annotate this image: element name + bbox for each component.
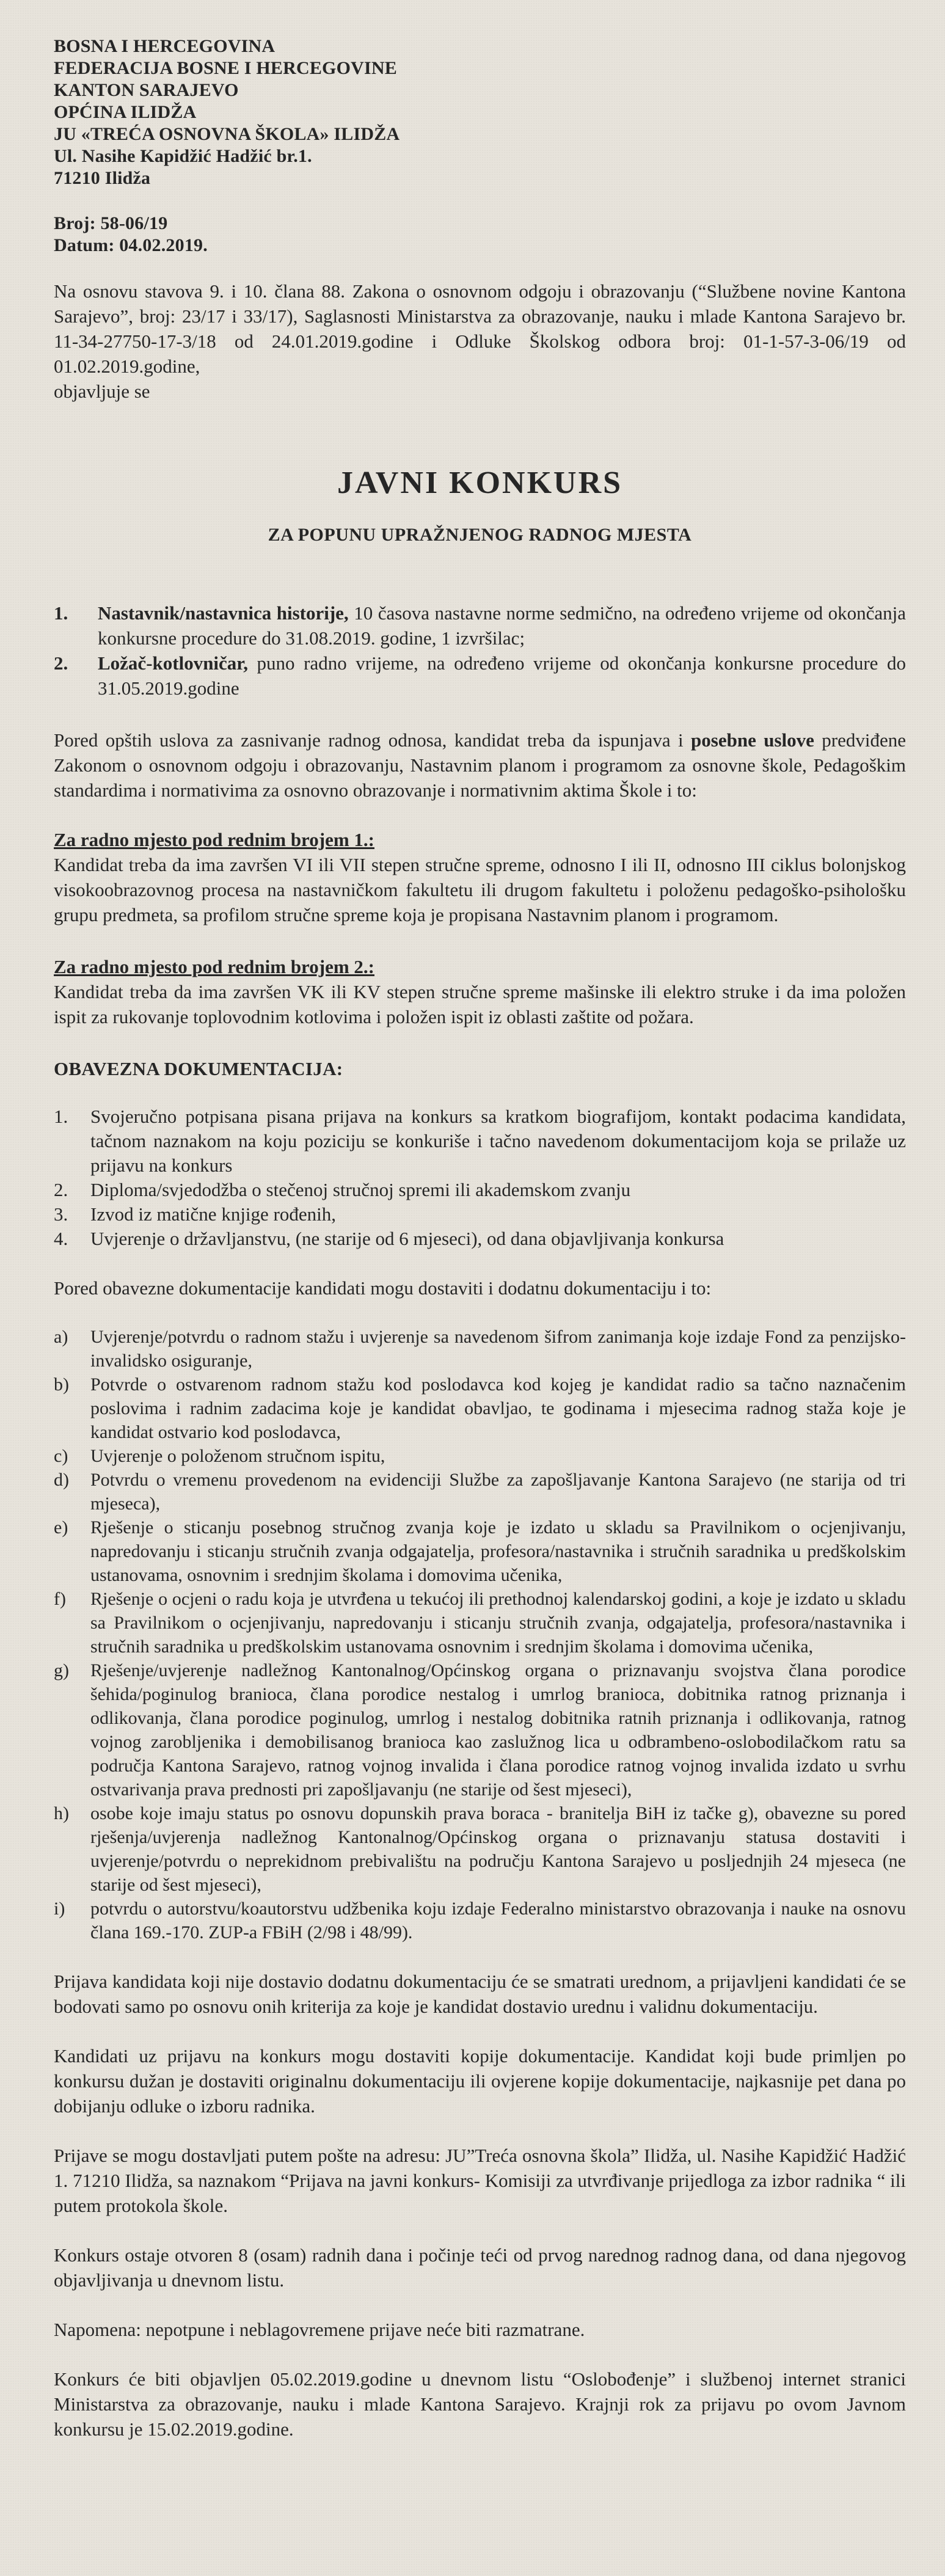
item-number: 4. <box>54 1228 68 1249</box>
item-letter: f) <box>54 1589 66 1609</box>
letterhead-line: KANTON SARAJEVO <box>54 80 239 100</box>
closing-section <box>54 1969 906 2442</box>
list-item <box>54 1227 906 1251</box>
list-item <box>54 1325 906 1373</box>
item-text: Izvod iz matične knjige rođenih, <box>90 1203 337 1225</box>
position-1-requirements <box>54 827 906 927</box>
document-date: Datum: 04.02.2019. <box>54 235 208 255</box>
list-item <box>54 1202 906 1227</box>
item-text: Uvjerenje/potvrdu o radnom stažu i uvjerenje sa navedenom šifrom zanimanja koje izdaje Fond za penzijsko-invalidsko osiguranje, <box>90 1327 906 1371</box>
item-text <box>98 600 906 651</box>
position-2-requirements <box>54 954 906 1029</box>
item-number: 2. <box>54 652 68 674</box>
intro-tail: objavljuje se <box>54 381 150 402</box>
list-item <box>54 1801 906 1897</box>
letterhead-line: Ul. Nasihe Kapidžić Hadžić br.1. <box>54 146 312 166</box>
general-conditions-a: Pored opštih uslova za zasnivanje radnog odnosa, kandidat treba da ispunjava i <box>54 729 691 751</box>
closing-paragraph: Kandidati uz prijavu na konkurs mogu dostaviti kopije dokumentacije. Kandidat koji bude primljen po konkursu dužan je dostaviti originalnu dokumentaciju ili ovjerene kopije dokumentacije, najkasnije pet dana po dobijanju odluke o izboru radnika. <box>54 2045 906 2117</box>
item-text: Diploma/svjedodžba o stečenoj stručnoj spremi ili akademskom zvanju <box>90 1179 631 1200</box>
item-number: 1. <box>54 602 68 624</box>
item-number: 2. <box>54 1179 68 1200</box>
general-conditions-b: predviđene Zakonom o osnovnom odgoju i obrazovanju, Nastavnim planom i programom za osnovne škole, Pedagoškim standardima i normativima za osnovno obrazovanje i normativnim aktima Škole i to: <box>54 729 907 801</box>
intro-paragraph: Na osnovu stavova 9. i 10. člana 88. Zakona o osnovnom odgoju i obrazovanju (“Službene novine Kantona Sarajevo”, broj: 23/17 i 33/17), Saglasnosti Ministarstva za obrazovanje, nauku i mlade Kantona Sarajevo br. 11-34-27750-17-3/18 od 24.01.2019.godine i Odluke Školskog odbora broj: 01-1-57-3-06/19 od 01.02.2019.godine, <box>54 280 906 377</box>
section-heading: Za radno mjesto pod rednim brojem 1.: <box>54 829 374 850</box>
item-letter: i) <box>54 1899 65 1919</box>
mandatory-documents-list <box>54 1104 906 1251</box>
additional-documents-list <box>54 1325 906 1944</box>
item-text: osobe koje imaju status po osnovu dopunskih prava boraca - branitelja BiH iz tačke g), obavezne su pored rješenja/uvjerenja nadležnog Kantonalnog/Općinskog organa o priznavanju statusa dostaviti i uvjerenje/potvrdu o neprekidnom prebivalištu na području Kantona Sarajevo u posljednjih 24 mjeseca (ne starije od šest mjeseci), <box>90 1803 906 1895</box>
closing-paragraph: Napomena: nepotpune i neblagovremene prijave neće biti razmatrane. <box>54 2319 585 2340</box>
item-letter: d) <box>54 1470 69 1490</box>
item-number: 1. <box>54 1106 68 1127</box>
letterhead-line: 71210 Ilidža <box>54 168 151 188</box>
list-item <box>54 1178 906 1202</box>
letterhead-line: JU «TREĆA OSNOVNA ŠKOLA» ILIDŽA <box>54 124 400 144</box>
position-name: Ložač-kotlovničar, <box>98 652 248 674</box>
item-text: Potvrde o ostvarenom radnom stažu kod poslodavca kod kojeg je kandidat radio sa tačno naznačenim poslovima i radnim zadacima koje je kandidat obavljao, te godinama i mjesecima radnog staža koje je kandidat ostvario kod poslodavca, <box>90 1374 906 1442</box>
list-item <box>54 1468 906 1516</box>
list-item <box>54 1104 906 1178</box>
list-item <box>54 1373 906 1444</box>
document-meta <box>54 213 906 257</box>
item-letter: g) <box>54 1660 69 1680</box>
item-text: potvrdu o autorstvu/koautorstvu udžbenika koju izdaje Federalno ministarstvo obrazovanja i nauke na osnovu člana 169.-170. ZUP-a FBiH (2/98 i 48/99). <box>90 1899 906 1943</box>
general-conditions-bold: posebne uslove <box>691 729 814 751</box>
list-item <box>54 651 906 701</box>
list-item <box>54 1897 906 1944</box>
item-text: Uvjerenje o državljanstvu, (ne starije od 6 mjeseci), od dana objavljivanja konkursa <box>90 1228 724 1249</box>
item-text: Potvrdu o vremenu provedenom na evidenciji Službe za zapošljavanje Kantona Sarajevo (ne starija od tri mjeseca), <box>90 1470 906 1514</box>
item-text: Rješenje/uvjerenje nadležnog Kantonalnog/Općinskog organa o priznavanju svojstva člana porodice šehida/poginulog branioca, člana porodice nestalog i umrlog branioca, dobitnika ratnog priznanja i odlikovanja, člana porodice poginulog, umrlog i nestalog dobitnika ratnih priznanja i odlikovanja, ratnog vojnog zarobljenika i demobilisanog branioca kao zaslužnog lica u odbrambeno-oslobodilačkom ratu sa područja Kantona Sarajevo, ratnog vojnog invalida i člana porodice ratnog vojnog invalida izdato u svrhu ostvarivanja prava prednosti pri zapošljavanju (ne starije od šest mjeseci), <box>90 1660 906 1800</box>
item-text: Rješenje o ocjeni o radu koja je utvrđena u tekućoj ili prethodnoj kalendarskoj godini, a koje je izdato u skladu sa Pravilnikom o ocjenjivanju, napredovanju i sticanju stručnih zvanja, odgajatelja, profesora/nastavnika i stručnih saradnika u predškolskim ustanovama osnovnim i srednjim školama i domovima učenika, <box>90 1589 906 1657</box>
letterhead-line: OPĆINA ILIDŽA <box>54 102 197 122</box>
documentation-heading: OBAVEZNA DOKUMENTACIJA: <box>54 1058 343 1079</box>
section-heading: Za radno mjesto pod rednim brojem 2.: <box>54 956 374 977</box>
closing-paragraph: Prijave se mogu dostavljati putem pošte na adresu: JU”Treća osnovna škola” Ilidža, ul. Nasihe Kapidžić Hadžić 1. 71210 Ilidža, sa naznakom “Prijava na javni konkurs- Komisiji za utvrđivanje prijedloga za izbor radnika “ ili putem protokola škole. <box>54 2145 906 2216</box>
item-text: Uvjerenje o položenom stručnom ispitu, <box>90 1446 385 1466</box>
item-text: Svojeručno potpisana pisana prijava na konkurs sa kratkom biografijom, kontakt podacima kandidata, tačnom naznakom na koju poziciju se konkuriše i tačno navedenom dokumentacijom koja se prilaže uz prijavu na konkurs <box>90 1106 906 1176</box>
document-body <box>54 35 906 2466</box>
positions-list <box>54 600 906 701</box>
list-item <box>54 1516 906 1587</box>
additional-intro: Pored obavezne dokumentacije kandidati mogu dostaviti i dodatnu dokumentaciju i to: <box>54 1277 712 1299</box>
list-item <box>54 1444 906 1468</box>
closing-paragraph: Prijava kandidata koji nije dostavio dodatnu dokumentaciju će se smatrati urednom, a prijavljeni kandidati će se bodovati samo po osnovu onih kriterija za koje je kandidat dostavio urednu i validnu dokumentaciju. <box>54 1971 906 2017</box>
item-letter: h) <box>54 1803 69 1823</box>
position-details: 10 časova nastavne norme sedmično, na određeno vrijeme od okončanja konkursne procedure do 31.08.2019. godine, 1 izvršilac; <box>98 602 906 649</box>
page-title: JAVNI KONKURS <box>337 465 623 500</box>
letterhead-line: FEDERACIJA BOSNE I HERCEGOVINE <box>54 58 397 78</box>
section-text: Kandidat treba da ima završen VK ili KV stepen stručne spreme mašinske ili elektro struke i da ima položen ispit za rukovanje toplovodnim kotlovima i položen ispit iz oblasti zaštite od požara. <box>54 981 906 1027</box>
item-text: Rješenje o sticanju posebnog stručnog zvanja koje je izdato u skladu sa Pravilnikom o ocjenjivanju, napredovanju i sticanju stručnih zvanja odgajatelja, profesora/nastavnika i stručnih saradnika u predškolskim ustanovama, osnovnim i srednjim školama i domovima učenika, <box>90 1517 906 1585</box>
general-conditions <box>54 728 906 803</box>
position-details: puno radno vrijeme, na određeno vrijeme od okončanja konkursne procedure do 31.05.2019.godine <box>98 652 906 699</box>
item-letter: e) <box>54 1517 68 1538</box>
list-item <box>54 600 906 651</box>
intro-block <box>54 279 906 404</box>
list-item <box>54 1658 906 1801</box>
item-text <box>98 651 906 701</box>
section-text: Kandidat treba da ima završen VI ili VII stepen stručne spreme, odnosno I ili II, odnosno III ciklus bolonjskog visokoobrazovnog procesa na nastavničkom fakultetu ili drugom fakultetu i položenu pedagoško-psihološku grupu predmeta, sa profilom stručne spreme koja je propisana Nastavnim planom i programom. <box>54 854 906 925</box>
document-number: Broj: 58-06/19 <box>54 213 168 233</box>
item-number: 3. <box>54 1203 68 1225</box>
list-item <box>54 1587 906 1658</box>
item-letter: a) <box>54 1327 68 1347</box>
closing-paragraph: Konkurs ostaje otvoren 8 (osam) radnih dana i počinje teći od prvog narednog radnog dana, od dana njegovog objavljivanja u dnevnom listu. <box>54 2244 906 2291</box>
letterhead-line: BOSNA I HERCEGOVINA <box>54 36 275 56</box>
item-letter: b) <box>54 1374 69 1395</box>
position-name: Nastavnik/nastavnica historije, <box>98 602 349 624</box>
item-letter: c) <box>54 1446 68 1466</box>
closing-paragraph: Konkurs će biti objavljen 05.02.2019.godine u dnevnom listu “Oslobođenje” i službenoj internet stranici Ministarstva za obrazovanje, nauku i mlade Kantona Sarajevo. Krajnji rok za prijavu po ovom Javnom konkursu je 15.02.2019.godine. <box>54 2368 906 2440</box>
page-subtitle: ZA POPUNU UPRAŽNJENOG RADNOG MJESTA <box>268 525 692 545</box>
letterhead <box>54 35 906 189</box>
